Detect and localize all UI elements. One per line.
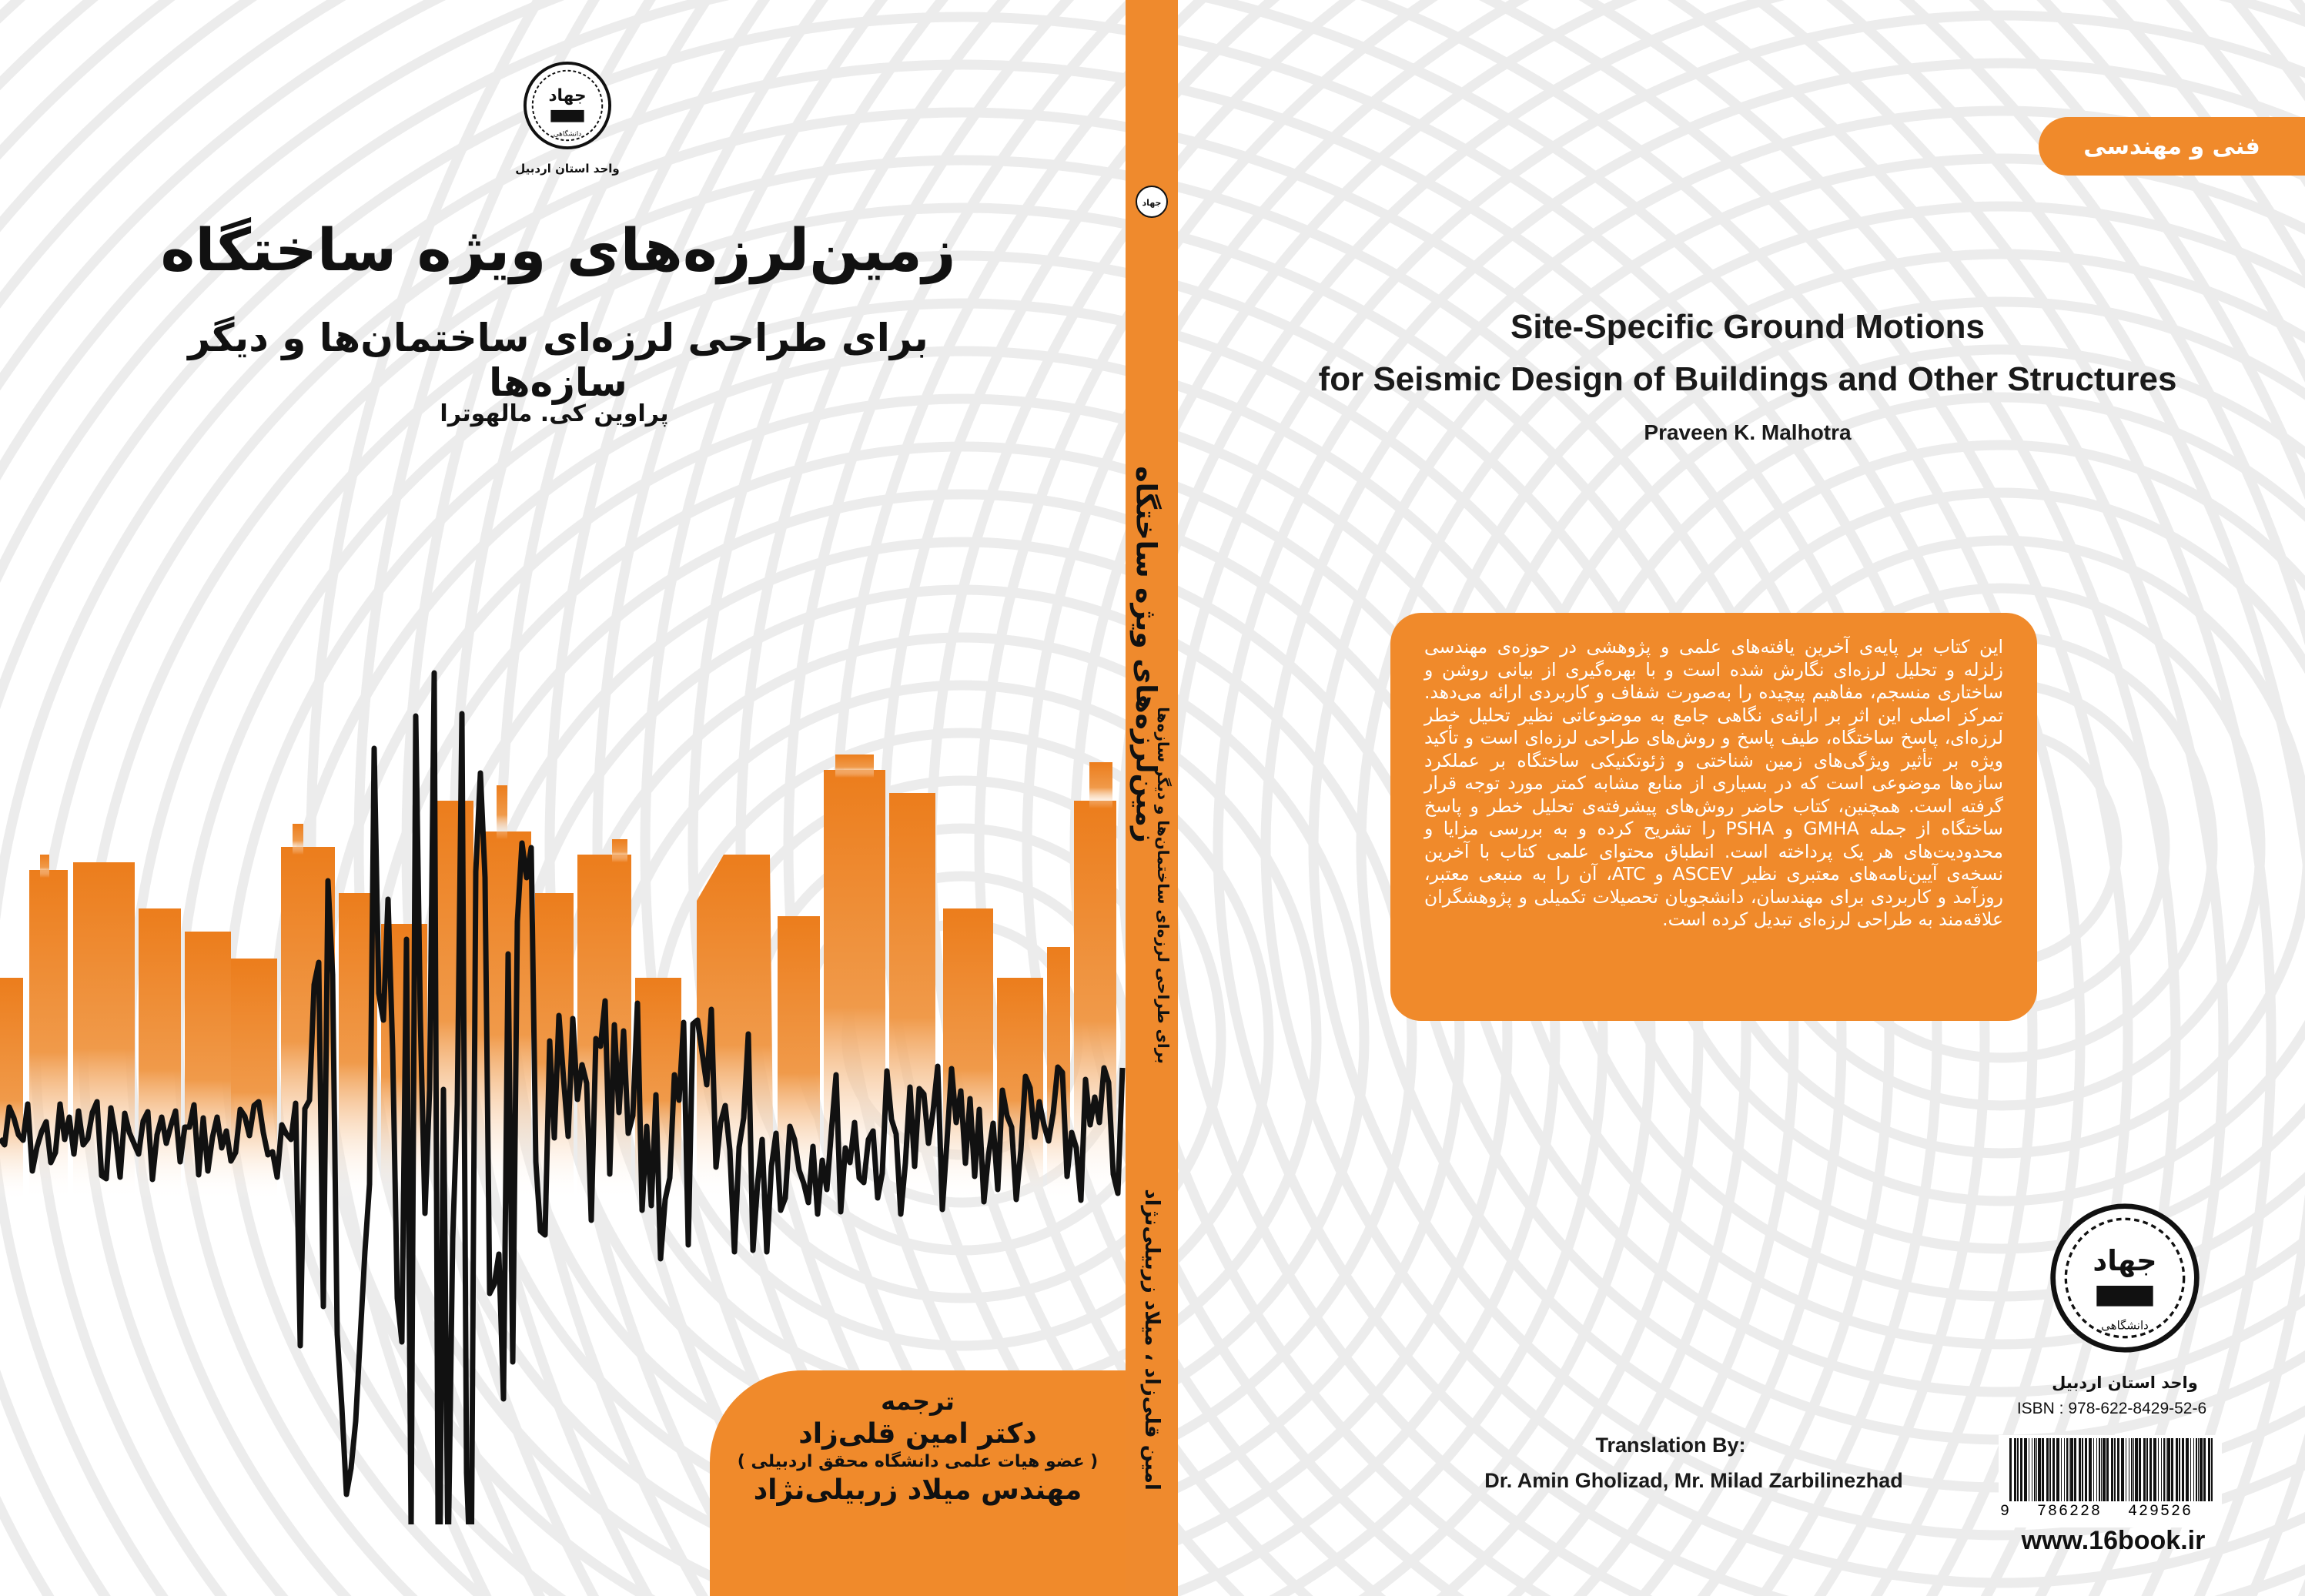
isbn: ISBN : 978-622-8429-52-6 xyxy=(2016,1400,2207,1417)
back-translators: Dr. Amin Gholizad, Mr. Milad Zarbilinezhad xyxy=(1484,1469,1903,1492)
barcode-number-right: 429526 xyxy=(2128,1503,2193,1521)
front-author: پراوین کی. مالهوترا xyxy=(440,400,669,427)
back-logo-unit: واحد استان اردبیل xyxy=(2052,1373,2198,1392)
front-title: زمین‌لرزه‌های ویژه ساختگاه xyxy=(160,216,956,284)
spine-title: زمین‌لرزه‌های ویژه ساختگاه xyxy=(1129,466,1162,843)
back-publisher-logo xyxy=(2048,1201,2202,1355)
category-tab: فنی و مهندسی xyxy=(2039,117,2305,176)
front-translation-label: ترجمه xyxy=(881,1387,955,1416)
front-translators-panel xyxy=(710,1370,1126,1596)
spine-subtitle: برای طراحی لرزه‌ای ساختمان‌ها و دیگر سازه‌ها xyxy=(1154,707,1173,1064)
front-translator1: دکتر امین قلی‌زاد xyxy=(798,1418,1037,1450)
skyline-seismogram-illustration xyxy=(0,431,1126,1524)
barcode xyxy=(1999,1435,2222,1527)
back-title-line1: Site-Specific Ground Motions xyxy=(1510,308,1986,346)
front-logo-text: جهاد xyxy=(548,86,587,106)
barcode-number-left: 9 xyxy=(2000,1503,2010,1521)
front-publisher-logo xyxy=(522,60,613,151)
back-author: Praveen K. Malhotra xyxy=(1644,420,1852,444)
book-spine xyxy=(1126,0,1178,1596)
back-translation-label: Translation By: xyxy=(1595,1434,1746,1457)
spine-logo-text: جهاد xyxy=(1142,198,1162,208)
front-translator2: مهندس میلاد زربیلی‌نژاد xyxy=(753,1474,1082,1506)
back-abstract: این کتاب بر پایه‌ی آخرین یافته‌های علمی و پژوهشی در حوزه‌ی مهندسی زلزله و تحلیل لرزه‌ای نگارش شده است و با بهره‌گیری از بیانی روشن و ساختاری منسجم، مفاهیم پیچیده را به‌صورت شفاف و کاربردی ارائه می‌دهد. تمرکز اصلی این اثر بر ارائه‌ی نگاهی جامع به موضوعاتی نظیر تحلیل خطر لرزه‌ای، پاسخ ساختگاه، طیف پاسخ و روش‌های طراحی لرزه‌ای است و تأکید ویژه بر تأثیر ویژگی‌های زمین شناختی و ژئوتکنیکی ساختگاه بر عملکرد سازه‌ها موضوعی است که در بسیاری از منابع مشابه کمتر مورد توجه قرار گرفته است. همچنین، کتاب حاضر روش‌های پیشرفته‌ی تحلیل خطر و پاسخ ساختگاه از جمله GMHA و PSHA را تشریح کرده و به بررسی مزایا و محدودیت‌های هر یک پرداخته است. انطباق محتوای علمی کتاب با آخرین نسخه‌ی آیین‌نامه‌های معتبری نظیر ASCEV و ATC، آن را به منبعی معتبر، روزآمد و کاربردی برای مهندسان، دانشجویان تحصیلات تکمیلی و پژوهشگران علاقه‌مند به طراحی لرزه‌ای تبدیل کرده است. xyxy=(1390,613,2037,1021)
front-translator1-affiliation: ( عضو هیات علمی دانشگاه محقق اردبیلی ) xyxy=(737,1452,1099,1471)
website: www.16book.ir xyxy=(2021,1526,2206,1555)
front-logo-unit: واحد استان اردبیل xyxy=(515,162,620,176)
spine-subtitle-wrap xyxy=(1152,707,1175,1064)
back-title-line2: for Seismic Design of Buildings and Other Structures xyxy=(1318,360,2177,398)
barcode-number-mid: 786228 xyxy=(2037,1503,2103,1521)
back-logo-text: جهاد xyxy=(2093,1244,2157,1277)
front-logo-subtext: دانشگاهی xyxy=(553,130,582,139)
front-subtitle: برای طراحی لرزه‌ای ساختمان‌ها و دیگر سازه‌ها xyxy=(188,316,928,405)
spine-translators-wrap xyxy=(1126,1139,1178,1540)
spine-translators: امین قلی‌زاد ، میلاد زربیلی‌نژاد xyxy=(1140,1189,1163,1491)
spine-logo xyxy=(1135,185,1169,219)
back-logo-subtext: دانشگاهی xyxy=(2101,1318,2149,1333)
